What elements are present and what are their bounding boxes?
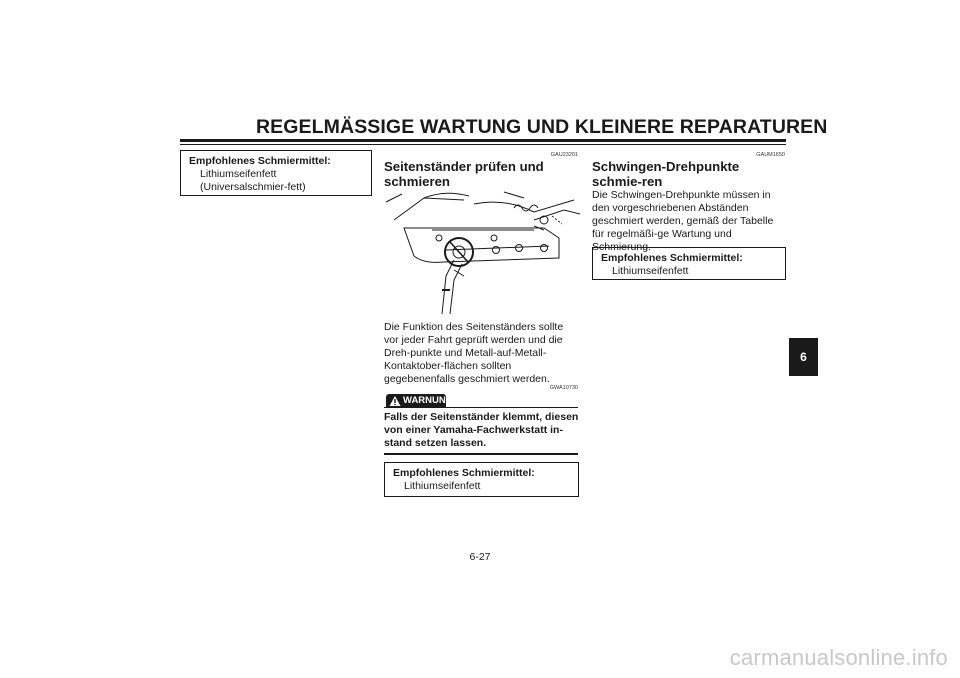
right-lubricant-box-body: Lithiumseifenfett	[612, 265, 689, 277]
warning-rule-bottom	[384, 453, 578, 455]
left-lubricant-box-title: Empfohlenes Schmiermittel:	[189, 155, 331, 167]
middle-lubricant-box	[384, 462, 579, 497]
warning-triangle-icon	[389, 395, 401, 407]
chapter-tab: 6	[789, 338, 818, 376]
header-rule-thick	[180, 139, 786, 142]
page-number: 6-27	[469, 551, 491, 563]
middle-lubricant-box-body: Lithiumseifenfett	[404, 480, 481, 492]
warning-code: GWA10730	[549, 385, 578, 391]
side-stand-heading: Seitenständer prüfen und schmieren	[384, 159, 544, 189]
middle-lubricant-box-title: Empfohlenes Schmiermittel:	[393, 467, 535, 479]
swingarm-section-code: GAUM1650	[756, 152, 785, 158]
right-lubricant-box-title: Empfohlenes Schmiermittel:	[601, 252, 743, 264]
left-lubricant-box-body: Lithiumseifenfett (Universalschmier-fett)	[200, 168, 306, 193]
warning-rule-top	[384, 407, 578, 408]
header-rule-thin	[180, 144, 786, 145]
page-header-title: REGELMÄSSIGE WARTUNG UND KLEINERE REPARATUREN	[256, 116, 828, 138]
left-lubricant-box	[180, 150, 372, 196]
side-stand-paragraph: Die Funktion des Seitenständers sollte vor jeder Fahrt geprüft werden und die Dreh-punkte und Metall-auf-Metall-Kontaktober-flächen sollten gegebenenfalls geschmiert werden.	[384, 321, 564, 385]
warning-text: Falls der Seitenständer klemmt, diesen von einer Yamaha-Fachwerkstatt in-stand setzen lassen.	[384, 411, 579, 449]
warning-label: WARNUNG	[403, 395, 454, 406]
swingarm-paragraph: Die Schwingen-Drehpunkte müssen in den vorgeschriebenen Abständen geschmiert werden, gemäß der Tabelle für regelmäßi-ge Wartung und Schmierung.	[592, 189, 774, 253]
right-lubricant-box	[592, 247, 786, 280]
watermark-text: carmanualsonline.info	[729, 645, 948, 670]
side-stand-illustration	[384, 190, 580, 316]
side-stand-section-code: GAU23201	[550, 152, 578, 158]
swingarm-heading: Schwingen-Drehpunkte schmie-ren	[592, 159, 740, 189]
warning-badge	[386, 394, 454, 408]
